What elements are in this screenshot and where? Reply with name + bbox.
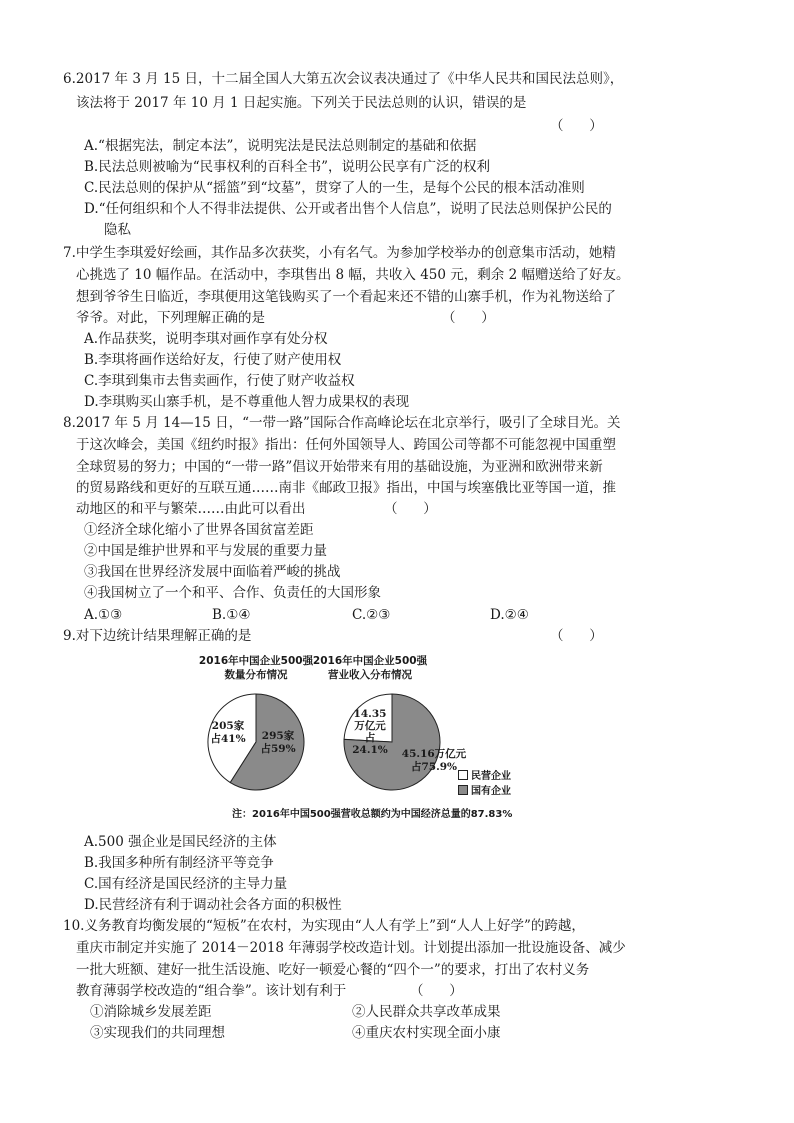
q7-option-d: D.李琪购买山寨手机，是不尊重他人智力成果权的表现 — [84, 394, 410, 410]
legend-state-label: 国有企业 — [471, 786, 511, 797]
q6-option-d-cont: 隐私 — [104, 222, 131, 238]
q8-item-3: ③我国在世界经济发展中面临着严峻的挑战 — [84, 564, 341, 580]
q8-choice-a: A.①③ — [84, 607, 123, 623]
q8-stem-line-4: 的贸易路线和更好的互联互通……南非《邮政卫报》指出，中国与埃塞俄比亚等国一道，推 — [76, 480, 616, 496]
legend-private — [458, 770, 511, 783]
chart2-title-line-2: 营业收入分布情况 — [328, 669, 412, 681]
q8-stem-line-2: 于这次峰会，美国《纽约时报》指出：任何外国领导人、跨国公司等都不可能忽视中国重塑 — [76, 437, 616, 453]
pie-count-private-label-2: 占41% — [210, 733, 246, 745]
q10-item-1: ①消除城乡发展差距 — [90, 1004, 212, 1020]
q8-stem-line-3: 全球贸易的努力；中国的“一带一路”倡议开始带来有用的基础设施，为亚洲和欧洲带来新 — [76, 459, 603, 475]
q7-option-a: A.作品获奖，说明李琪对画作享有处分权 — [84, 331, 328, 347]
legend-state-swatch — [458, 785, 468, 795]
chart1-title-line-1: 2016年中国企业500强 — [198, 655, 314, 667]
q8-stem-line-5: 动地区的和平与繁荣……由此可以看出 — [76, 501, 306, 517]
q8-item-1: ①经济全球化缩小了世界各国贫富差距 — [84, 522, 314, 538]
q7-option-c: C.李琪到集市去售卖画作，行使了财产收益权 — [84, 373, 355, 389]
chart2-title-line-1: 2016年中国企业500强 — [312, 655, 428, 667]
pie-revenue-state-label-2: 占75.9% — [410, 761, 458, 773]
q10-stem-line-3: 一批大班额、建好一批生活设施、吃好一顿爱心餐的“四个一”的要求，打出了农村义务 — [76, 962, 590, 978]
chart-note: 注：2016年中国500强营收总额约为中国经济总量的87.83% — [232, 809, 513, 820]
q7-stem-line-3: 想到爷爷生日临近，李琪便用这笔钱购买了一个看起来还不错的山寨手机，作为礼物送给了 — [76, 289, 616, 305]
q9-option-c: C.国有经济是国民经济的主导力量 — [84, 876, 288, 892]
q6-stem-line-1: 6.2017 年 3 月 15 日，十二届全国人大第五次会议表决通过了《中华人民共和国民法总则》， — [63, 71, 624, 87]
pie-count-state-label-2: 占59% — [260, 743, 296, 755]
chart1-title-line-2: 数量分布情况 — [224, 669, 288, 681]
q7-answer-paren: （ ） — [442, 310, 495, 326]
q8-item-2: ②中国是维护世界和平与发展的重要力量 — [84, 543, 327, 559]
q9-answer-paren: （ ） — [550, 628, 603, 644]
q10-item-2: ②人民群众共享改革成果 — [352, 1004, 501, 1020]
legend-private-swatch — [458, 770, 468, 780]
q7-option-b: B.李琪将画作送给好友，行使了财产使用权 — [84, 352, 342, 368]
q8-item-4: ④我国树立了一个和平、合作、负责任的大国形象 — [84, 585, 381, 601]
pie-revenue-private-label-1: 14.35 — [353, 708, 387, 720]
q9-option-b: B.我国多种所有制经济平等竞争 — [84, 855, 274, 871]
q6-option-b: B.民法总则被喻为“民事权利的百科全书”，说明公民享有广泛的权利 — [84, 159, 491, 175]
q8-answer-paren: （ ） — [384, 501, 437, 517]
q10-item-4: ④重庆农村实现全面小康 — [352, 1025, 501, 1041]
q10-stem-line-4: 教育薄弱学校改造的“组合拳”。该计划有利于 — [76, 983, 347, 999]
q6-answer-paren: （ ） — [550, 118, 603, 134]
q8-choice-d: D.②④ — [490, 607, 529, 623]
legend-private-label: 民营企业 — [471, 771, 511, 782]
q9-option-a: A.500 强企业是国民经济的主体 — [84, 834, 277, 850]
pie-revenue-private-label-2: 万亿元 — [354, 720, 386, 732]
q9-option-d: D.民营经济有利于调动社会各方面的积极性 — [84, 897, 342, 913]
q7-stem-line-4: 爷爷。对此，下列理解正确的是 — [76, 310, 265, 326]
q6-option-d: D.“任何组织和个人不得非法提供、公开或者出售个人信息”，说明了民法总则保护公民的 — [84, 201, 612, 217]
q6-option-c: C.民法总则的保护从“摇篮”到“坟墓”，贯穿了人的一生，是每个公民的根本活动准则 — [84, 180, 585, 196]
q7-stem-line-2: 心挑选了 10 幅作品。在活动中，李琪售出 8 幅，共收入 450 元，剩余 2 幅赠送给了好友。 — [76, 267, 630, 283]
q8-choice-b: B.①④ — [212, 607, 251, 623]
q6-stem-line-2: 该法将于 2017 年 10 月 1 日起实施。下列关于民法总则的认识，错误的是 — [76, 95, 527, 111]
q10-stem-line-2: 重庆市制定并实施了 2014－2018 年薄弱学校改造计划。计划提出添加一批设施设备、减少 — [76, 940, 626, 956]
legend-state — [458, 785, 511, 798]
pie-count-private-label-1: 205家 — [211, 720, 245, 732]
q6-option-a: A.“根据宪法，制定本法”，说明宪法是民法总则制定的基础和依据 — [84, 138, 477, 154]
q10-answer-paren: （ ） — [410, 983, 463, 999]
q10-stem-line-1: 10.义务教育均衡发展的“短板”在农村，为实现由“人人有学上”到“人人上好学”的跨越， — [63, 918, 585, 934]
pie-count-state-label-1: 295家 — [261, 730, 295, 742]
pie-revenue-state-label-1: 45.16万亿元 — [401, 748, 467, 760]
ownership-pie-charts — [196, 650, 536, 830]
q10-item-3: ③实现我们的共同理想 — [90, 1025, 225, 1041]
q8-choice-c: C.②③ — [352, 607, 391, 623]
q8-stem-line-1: 8.2017 年 5 月 14—15 日，“一带一路”国际合作高峰论坛在北京举行，吸引了全球目光。关 — [63, 415, 621, 431]
q9-stem: 9.对下边统计结果理解正确的是 — [63, 628, 252, 644]
pie-revenue-private-label-3: 占24.1% — [352, 732, 388, 756]
q7-stem-line-1: 7.中学生李琪爱好绘画，其作品多次获奖，小有名气。为参加学校举办的创意集市活动，她精 — [63, 245, 616, 261]
